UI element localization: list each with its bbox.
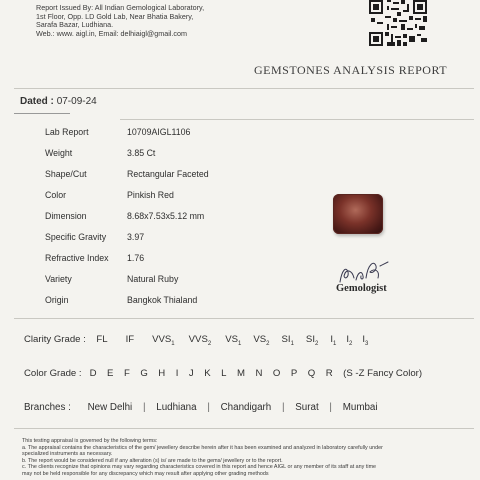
detail-key: Lab Report xyxy=(45,127,89,137)
clarity-grade-item: $I_1$ xyxy=(330,334,337,347)
detail-key: Shape/Cut xyxy=(45,169,87,179)
branch-separator: | xyxy=(142,402,146,413)
clarity-grade-item: $SI_1$ xyxy=(281,334,294,347)
grades-divider xyxy=(14,318,474,319)
gemstone-photo xyxy=(333,194,383,234)
color-grade-item: K xyxy=(204,368,211,379)
detail-value: Pinkish Red xyxy=(127,190,174,200)
clarity-grade-item: IF xyxy=(125,334,135,345)
color-grade-item: G xyxy=(140,368,148,379)
color-grade-item: L xyxy=(221,368,227,379)
branches-label: Branches : xyxy=(24,402,71,413)
color-grade-item: N xyxy=(255,368,263,379)
color-grade-item: H xyxy=(158,368,166,379)
terms-block xyxy=(22,438,472,478)
branch-item: Surat xyxy=(295,402,319,413)
issuer-contact: Web.: www. aigl.in, Email: delhiaigl@gmail.com xyxy=(36,28,187,38)
color-grade-item: J xyxy=(188,368,194,379)
detail-key: Specific Gravity xyxy=(45,232,107,242)
color-grade-item: I xyxy=(175,368,179,379)
terms-line: b. The report would be considered null if any alteration (s) is/ are made to the gems/ jewellery or to the report. xyxy=(22,457,283,464)
branch-separator: | xyxy=(207,402,210,413)
dated-label: Dated : xyxy=(20,96,54,107)
branch-item: Chandigarh xyxy=(220,402,272,413)
clarity-grade-item: $VS_1$ xyxy=(225,334,242,347)
detail-value: Rectangular Faceted xyxy=(127,169,209,179)
clarity-grade-item: $SI_2$ xyxy=(305,334,319,347)
detail-value: 10709AIGL1106 xyxy=(127,127,191,137)
details-divider xyxy=(120,119,474,120)
color-grade-row xyxy=(24,368,422,379)
branches-row xyxy=(24,402,378,413)
dated xyxy=(20,96,97,107)
terms-line: specialized instruments as necessary. xyxy=(22,451,113,458)
clarity-grade-row xyxy=(24,334,368,347)
terms-heading: This testing appraisal is governed by the following terms: xyxy=(22,438,158,444)
terms-line: a. The appraisal contains the characteristics of the gem/ jewellery describe herein after it has been examined and analyzed in laboratory carefully under xyxy=(22,444,383,451)
branch-item: New Delhi xyxy=(87,402,133,413)
terms-line: may not be held responsible for any discrepancy which may result after applying other grading methods xyxy=(22,470,269,477)
detail-value: Bangkok Thialand xyxy=(127,295,198,305)
color-grade-item: Q xyxy=(307,368,316,379)
detail-value: 1.76 xyxy=(127,253,145,263)
detail-value: 8.68x7.53x5.12 mm xyxy=(127,211,205,221)
detail-value: 3.85 Ct xyxy=(127,148,156,158)
branch-separator: | xyxy=(329,402,332,413)
dated-value: 07-09-24 xyxy=(56,96,97,107)
color-grade-item: O xyxy=(272,368,281,379)
branch-separator: | xyxy=(281,402,285,413)
clarity-grade-item: $I_2$ xyxy=(346,334,353,347)
clarity-grade-item: FL xyxy=(96,334,108,345)
dated-underline xyxy=(14,113,70,114)
clarity-grade-item: $VVS_2$ xyxy=(188,334,212,347)
clarity-grade-item: $VS_2$ xyxy=(253,334,270,347)
detail-key: Dimension xyxy=(45,211,87,221)
detail-key: Weight xyxy=(45,148,73,158)
detail-key: Origin xyxy=(45,295,69,305)
qr-code-icon xyxy=(369,0,427,46)
color-grade-item: D xyxy=(89,368,97,379)
clarity-grade-item: $I_3$ xyxy=(362,334,369,347)
clarity-grade-item: $VVS_1$ xyxy=(152,334,175,347)
color-grade-item: R xyxy=(325,368,333,379)
report-title: GEMSTONES ANALYSIS REPORT xyxy=(254,63,448,77)
detail-value: 3.97 xyxy=(127,232,145,242)
header-divider xyxy=(14,88,474,89)
color-grade-item: F xyxy=(123,368,130,379)
color-grade-fancy: (S -Z Fancy Color) xyxy=(343,368,423,379)
issuer-address: 1st Floor, Opp. LD Gold Lab, Near Bhatia Bakery, xyxy=(36,11,194,21)
footer-divider xyxy=(14,428,474,429)
color-grade-label: Color Grade : xyxy=(24,368,82,379)
issuer-block xyxy=(36,4,336,38)
branch-item: Mumbai xyxy=(342,402,378,413)
detail-key: Refractive Index xyxy=(45,253,109,263)
color-grade-item: M xyxy=(236,368,245,379)
terms-line: c. The clients recognize that opinions may vary regarding characteristics covered in this report and hence AIGL or any member of its staff at any time xyxy=(22,464,377,471)
color-grade-item: P xyxy=(290,368,298,379)
detail-key: Variety xyxy=(45,274,72,284)
issuer-line: Report Issued By: All Indian Gemological Laboratory, xyxy=(36,3,205,12)
gemologist-label: Gemologist xyxy=(336,283,387,294)
detail-key: Color xyxy=(45,190,67,200)
color-grade-item: E xyxy=(107,368,114,379)
issuer-city: Sarafa Bazar, Ludhiana. xyxy=(36,20,114,30)
clarity-grade-label: Clarity Grade : xyxy=(24,334,86,345)
branch-item: Ludhiana xyxy=(156,402,197,413)
detail-value: Natural Ruby xyxy=(127,274,179,284)
